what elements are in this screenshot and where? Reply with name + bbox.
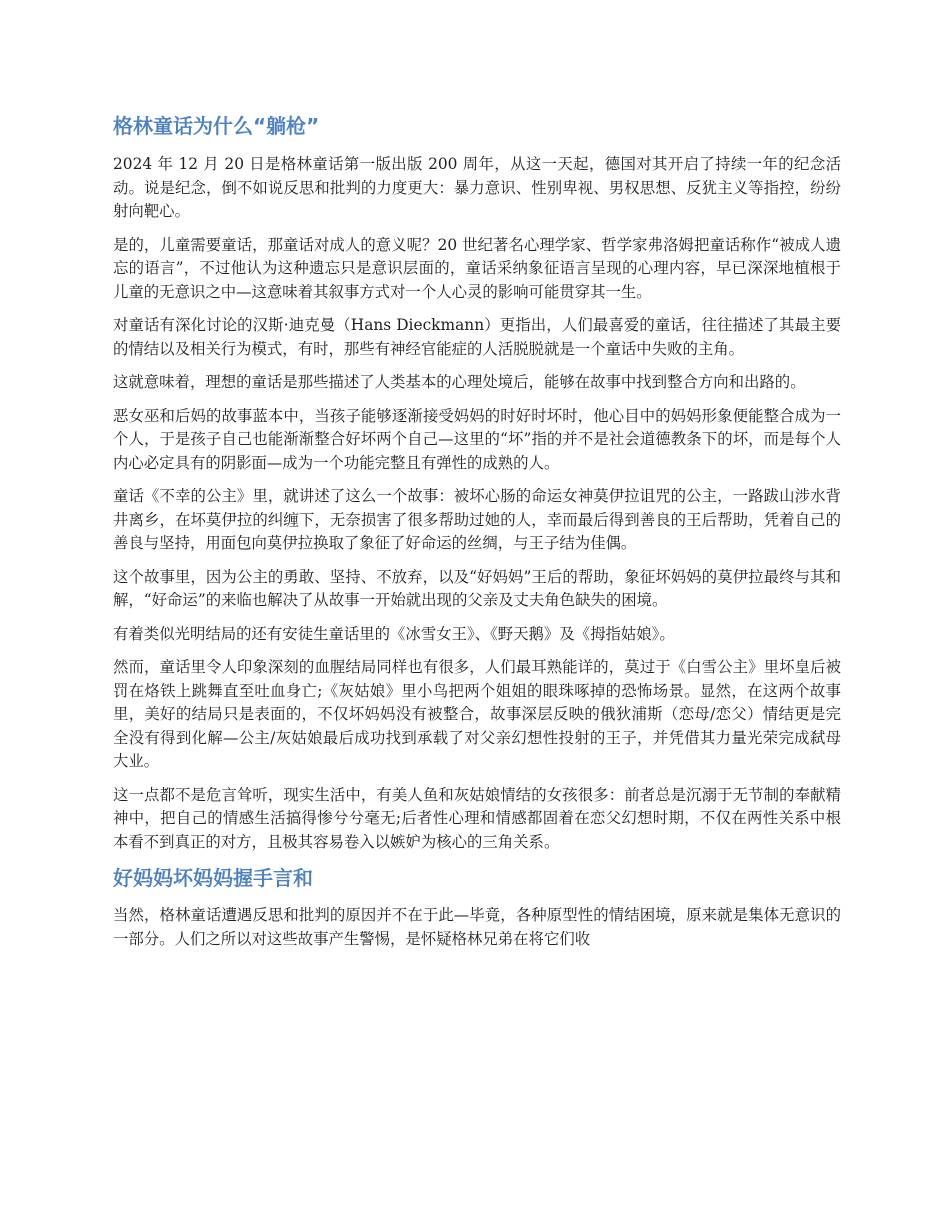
article — [113, 112, 841, 961]
paragraph: 这个故事里，因为公主的勇敢、坚持、不放弃，以及“好妈妈”王后的帮助，象征坏妈妈的莫伊拉最终与其和解，“好命运”的来临也解决了从故事一开始就出现的父亲及丈夫角色缺失的困境。 — [113, 567, 841, 609]
paragraph: 这就意味着，理想的童话是那些描述了人类基本的心理处境后，能够在故事中找到整合方向和出路的。 — [113, 373, 806, 391]
paragraph: 然而，童话里令人印象深刻的血腥结局同样也有很多，人们最耳熟能详的，莫过于《白雪公主》里坏皇后被罚在烙铁上跳舞直至吐血身亡;《灰姑娘》里小鸟把两个姐姐的眼珠啄掉的恐怖场景。显然，在这两个故事里，美好的结局只是表面的，不仅坏妈妈没有被整合，故事深层反映的俄狄浦斯（恋母/恋父）情结更是完全没有得到化解—公主/灰姑娘最后成功找到承载了对父亲幻想性投射的王子，并凭借其力量光荣完成弑母大业。 — [113, 658, 841, 770]
paragraph: 童话《不幸的公主》里，就讲述了这么一个故事：被坏心肠的命运女神莫伊拉诅咒的公主，一路跋山涉水背井离乡，在坏莫伊拉的纠缠下，无奈损害了很多帮助过她的人，幸而最后得到善良的王后帮助，凭着自己的善良与坚持，用面包向莫伊拉换取了象征了好命运的丝绸，与王子结为佳偶。 — [113, 487, 841, 552]
paragraph: 是的，儿童需要童话，那童话对成人的意义呢？20 世纪著名心理学家、哲学家弗洛姆把童话称作“被成人遗忘的语言”，不过他认为这种遗忘只是意识层面的，童话采纳象征语言呈现的心理内容，早已深深地植根于儿童的无意识之中—这意味着其叙事方式对一个人心灵的影响可能贯穿其一生。 — [113, 235, 841, 301]
paragraph: 这一点都不是危言耸听，现实生活中，有美人鱼和灰姑娘情结的女孩很多：前者总是沉溺于无节制的奉献精神中，把自己的情感生活搞得惨兮兮毫无;后者性心理和情感都固着在恋父幻想时期，不仅在两性关系中根本看不到真正的对方，且极其容易卷入以嫉妒为核心的三角关系。 — [113, 785, 841, 851]
section-heading: 格林童话为什么“躺枪” — [113, 114, 320, 138]
paragraph: 对童话有深化讨论的汉斯·迪克曼（Hans Dieckmann）更指出，人们最喜爱的童话，往往描述了其最主要的情结以及相关行为模式，有时，那些有神经官能症的人活脱脱就是一个童话中失败的主角。 — [113, 316, 841, 358]
paragraph: 当然，格林童话遭遇反思和批判的原因并不在于此—毕竟，各种原型性的情结困境，原来就是集体无意识的一部分。人们之所以对这些故事产生警惕，是怀疑格林兄弟在将它们收 — [113, 906, 841, 948]
section-heading: 好妈妈坏妈妈握手言和 — [113, 866, 313, 890]
paragraph: 有着类似光明结局的还有安徒生童话里的《冰雪女王》、《野天鹅》及《拇指姑娘》。 — [113, 624, 675, 643]
paragraph: 2024 年 12 月 20 日是格林童话第一版出版 200 周年，从这一天起，德国对其开启了持续一年的纪念活动。说是纪念，倒不如说反思和批判的力度更大：暴力意识、性别卑视、男权思想、反犹主义等指控，纷纷射向靶心。 — [113, 155, 841, 220]
paragraph: 恶女巫和后妈的故事蓝本中，当孩子能够逐渐接受妈妈的时好时坏时，他心目中的妈妈形象便能整合成为一个人，于是孩子自己也能渐渐整合好坏两个自己—这里的“坏”指的并不是社会道德教条下的坏，而是每个人内心必定具有的阴影面—成为一个功能完整且有弹性的成熟的人。 — [113, 406, 841, 472]
